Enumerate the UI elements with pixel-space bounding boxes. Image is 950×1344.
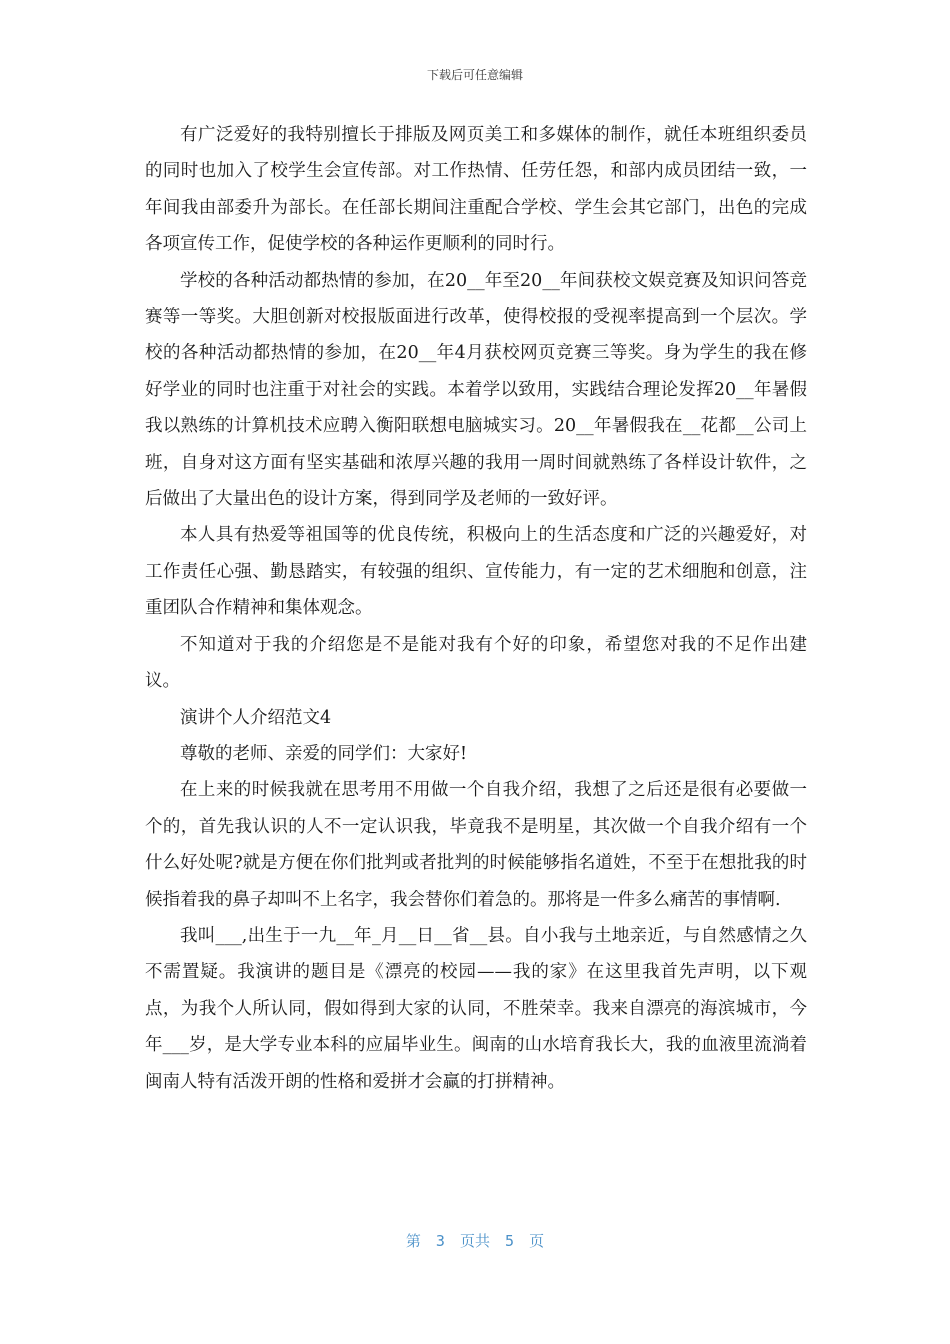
page-number: 第 3 页共 5 页 xyxy=(405,1232,545,1250)
document-body xyxy=(145,117,807,1100)
paragraph: 不知道对于我的介绍您是不是能对我有个好的印象，希望您对我的不足作出建议。 xyxy=(145,634,807,692)
paragraph: 本人具有热爱等祖国等的优良传统，积极向上的生活态度和广泛的兴趣爱好，对工作责任心强、勤恳踏实，有较强的组织、宣传能力，有一定的艺术细胞和创意，注重团队合作精神和集体观念。 xyxy=(145,525,807,619)
paragraph: 我叫___,出生于一九__年_月__日__省__县。自小我与土地亲近，与自然感情之久不需置疑。我演讲的题目是《漂亮的校园——我的家》在这里我首先声明，以下观点，为我个人所认同，假如得到大家的认同，不胜荣幸。我来自漂亮的海滨城市，今年___岁，是大学专业本科的应届毕业生。闽南的山水培育我长大，我的血液里流淌着闽南人特有活泼开朗的性格和爱拼才会赢的打拼精神。 xyxy=(145,925,807,1092)
paragraph: 在上来的时候我就在思考用不用做一个自我介绍，我想了之后还是很有必要做一个的，首先我认识的人不一定认识我，毕竟我不是明星，其次做一个自我介绍有一个什么好处呢?就是方便在你们批判或者批判的时候能够指名道姓，不至于在想批我的时候指着我的鼻子却叫不上名字，我会替你们着急的。那将是一件多么痛苦的事情啊. xyxy=(145,780,807,910)
paragraph: 学校的各种活动都热情的参加，在20__年至20__年间获校文娱竞赛及知识问答竞赛等一等奖。大胆创新对校报版面进行改革，使得校报的受视率提高到一个层次。学校的各种活动都热情的参加，在20__年4月获校网页竞赛三等奖。身为学生的我在修好学业的同时也注重于对社会的实践。本着学以致用，实践结合理论发挥20__年暑假我以熟练的计算机技术应聘入衡阳联想电脑城实习。20__年暑假我在__花都__公司上班，自身对这方面有坚实基础和浓厚兴趣的我用一周时间就熟练了各样设计软件，之后做出了大量出色的设计方案，得到同学及老师的一致好评。 xyxy=(145,270,807,510)
section-heading: 演讲个人介绍范文4 xyxy=(180,707,332,728)
salutation: 尊敬的老师、亲爱的同学们：大家好! xyxy=(180,743,468,764)
page-header: 下载后可任意编辑 xyxy=(426,68,523,82)
paragraph: 有广泛爱好的我特别擅长于排版及网页美工和多媒体的制作，就任本班组织委员的同时也加入了校学生会宣传部。对工作热情、任劳任怨，和部内成员团结一致，一年间我由部委升为部长。在任部长期间注重配合学校、学生会其它部门，出色的完成各项宣传工作，促使学校的各种运作更顺利的同时行。 xyxy=(145,125,807,255)
